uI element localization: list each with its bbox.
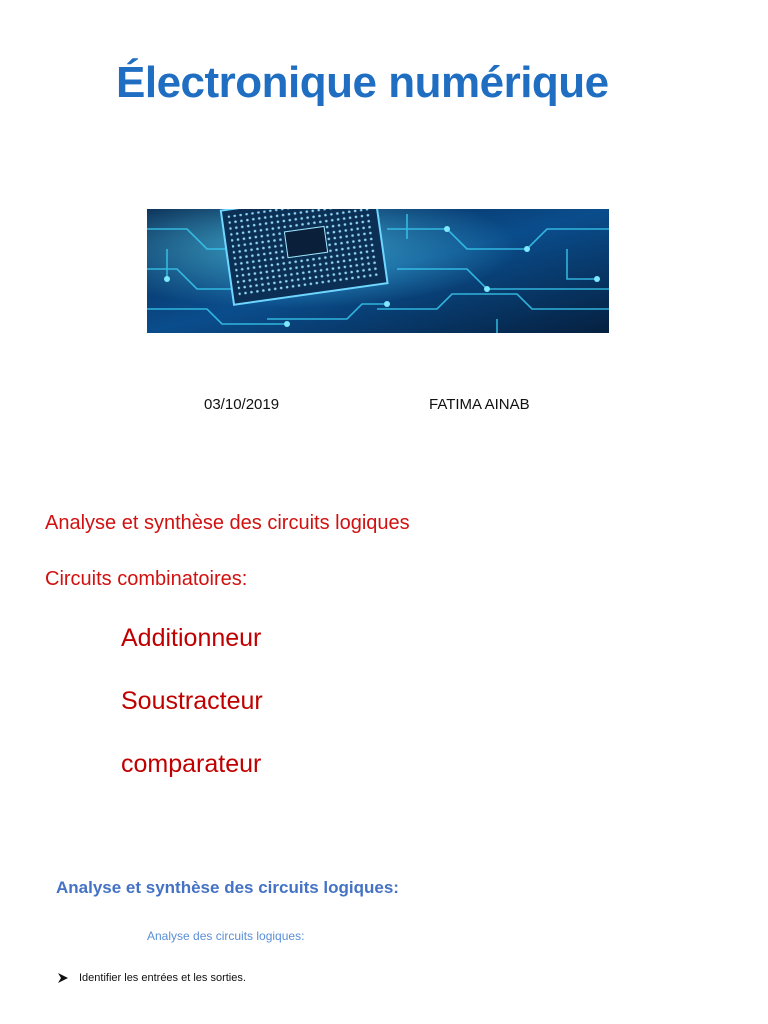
circuit-board-image — [147, 209, 609, 333]
topic-title: Analyse et synthèse des circuits logiques — [45, 512, 410, 534]
section-heading: Analyse et synthèse des circuits logiques: — [56, 878, 399, 897]
topic-item: comparateur — [121, 750, 262, 778]
circuit-board-illustration — [147, 209, 609, 333]
arrowhead-bullet-icon — [57, 972, 69, 984]
subtopic-title: Circuits combinatoires: — [45, 568, 248, 590]
topic-item: Soustracteur — [121, 687, 263, 715]
section-subheading: Analyse des circuits logiques: — [147, 929, 305, 943]
bullet-item — [57, 972, 246, 984]
document-title: Électronique numérique — [116, 58, 609, 107]
document-author: FATIMA AINAB — [429, 396, 530, 413]
topic-item: Additionneur — [121, 624, 262, 652]
bullet-text: Identifier les entrées et les sorties. — [79, 972, 246, 984]
document-date: 03/10/2019 — [204, 396, 280, 413]
